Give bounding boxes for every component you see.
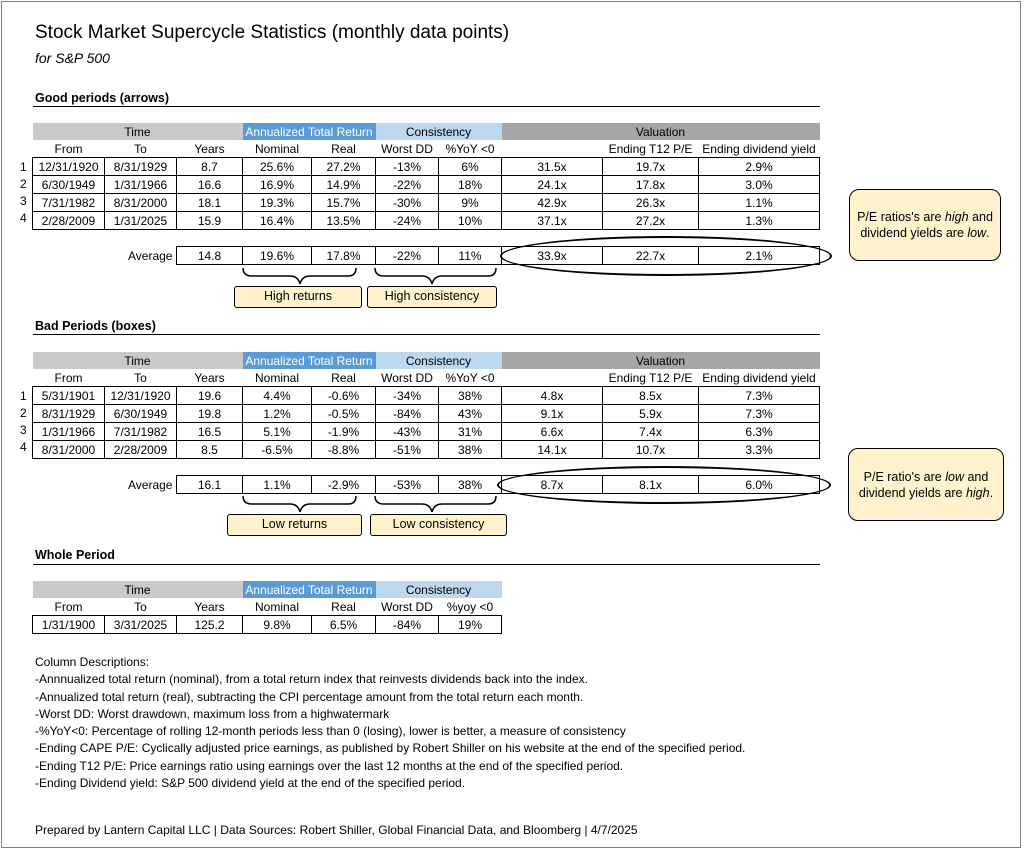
col-real: Real (312, 598, 376, 616)
row-number: 4 (20, 211, 27, 225)
table-row (33, 423, 820, 441)
avg-nominal: 19.6% (243, 247, 312, 265)
low-returns-label: Low returns (227, 514, 362, 536)
cell: 6.5% (312, 616, 376, 634)
cell: 42.9x (502, 194, 603, 212)
cell: 125.2 (177, 616, 243, 634)
valuation-oval (497, 466, 831, 504)
col-real: Real (312, 140, 376, 158)
cell: 4.8x (502, 387, 603, 405)
table-row (33, 387, 820, 405)
col-worst-dd: Worst DD (376, 598, 439, 616)
bad-periods-heading: Bad Periods (boxes) (35, 319, 156, 333)
callout-text: and dividend yields are (858, 469, 989, 500)
avg-worst-dd: -22% (376, 247, 439, 265)
table-row (33, 158, 820, 176)
group-consistency: Consistency (376, 352, 502, 369)
col-nominal: Nominal (243, 369, 312, 387)
column-header-row (33, 140, 820, 158)
page-title: Stock Market Supercycle Statistics (monthly data points) (35, 22, 510, 43)
group-time: Time (33, 123, 243, 140)
cell: 26.3x (603, 194, 699, 212)
high-consistency-label: High consistency (367, 286, 497, 308)
cell: 1/31/2025 (105, 212, 177, 230)
cell: 6.6x (502, 423, 603, 441)
cell: 31% (439, 423, 502, 441)
good-callout (849, 189, 1001, 261)
col-worst-dd: Worst DD (376, 140, 439, 158)
cell: 12/31/1920 (105, 387, 177, 405)
row-number: 1 (20, 389, 27, 403)
cell: 8/31/1929 (33, 405, 105, 423)
bad-periods-table (32, 352, 820, 459)
bad-row-numbers (20, 387, 27, 455)
col-yoy: %yoy <0 (439, 598, 502, 616)
callout-text: . (986, 226, 990, 240)
cell: 7/31/1982 (105, 423, 177, 441)
row-number: 1 (20, 160, 27, 174)
cell: 1/31/1966 (105, 176, 177, 194)
cell: 25.6% (243, 158, 312, 176)
high-returns-label: High returns (234, 286, 362, 308)
cell: 10.7x (603, 441, 699, 459)
table-row (33, 441, 820, 459)
group-time: Time (33, 581, 243, 598)
cell: -24% (376, 212, 439, 230)
good-periods-rule (33, 106, 820, 107)
description-line: Column Descriptions: (35, 655, 150, 669)
cell: 16.6 (177, 176, 243, 194)
cell: -84% (376, 405, 439, 423)
cell: 19.8 (177, 405, 243, 423)
good-average-label: Average (128, 249, 173, 263)
cell: 1.3% (699, 212, 820, 230)
cell: 8.5 (177, 441, 243, 459)
cell: 7.3% (699, 387, 820, 405)
group-annualized-return: Annualized Total Return (243, 123, 376, 140)
group-header-row (33, 352, 820, 369)
cell: 1/31/1966 (33, 423, 105, 441)
cell: -43% (376, 423, 439, 441)
col-years: Years (177, 140, 243, 158)
column-descriptions (35, 654, 745, 792)
cell: 1.2% (243, 405, 312, 423)
cell: -0.5% (312, 405, 376, 423)
callout-text: . (989, 485, 994, 500)
col-worst-dd: Worst DD (376, 369, 439, 387)
cell: 5/31/1901 (33, 387, 105, 405)
description-line: -%YoY<0: Percentage of rolling 12-month periods less than 0 (losing), lower is better, a measure of consistency (35, 724, 626, 739)
cell: 14.9% (312, 176, 376, 194)
good-row-numbers (20, 158, 27, 226)
page-subtitle: for S&P 500 (35, 50, 110, 66)
cell: 19.3% (243, 194, 312, 212)
row-number: 3 (20, 194, 27, 208)
cell: 16.5 (177, 423, 243, 441)
cell: -34% (376, 387, 439, 405)
col-from: From (33, 598, 105, 616)
cell: -1.9% (312, 423, 376, 441)
description-line: -Annualized total return (real), subtracting the CPI percentage amount from the total return each month. (35, 689, 584, 704)
avg-years: 16.1 (177, 476, 243, 494)
cell: 27.2x (603, 212, 699, 230)
col-dividend: Ending dividend yield (699, 140, 820, 158)
avg-real: 17.8% (312, 247, 376, 265)
good-periods-table (32, 123, 820, 230)
cell: 15.7% (312, 194, 376, 212)
cell: 7.3% (699, 405, 820, 423)
cell: 1/31/1900 (33, 616, 105, 634)
cell: 6% (439, 158, 502, 176)
cell: 24.1x (502, 176, 603, 194)
whole-period-rule (33, 564, 820, 565)
cell: 3.3% (699, 441, 820, 459)
cell: 8/31/2000 (33, 441, 105, 459)
cell: 19.6 (177, 387, 243, 405)
valuation-oval (500, 236, 832, 276)
avg-t12: 22.7x (603, 247, 699, 265)
cell: -8.8% (312, 441, 376, 459)
table-row (33, 176, 820, 194)
group-consistency: Consistency (376, 123, 502, 140)
table-row (33, 212, 820, 230)
col-from: From (33, 140, 105, 158)
callout-emphasis: low (945, 469, 964, 484)
cell: 16.9% (243, 176, 312, 194)
row-number: 2 (20, 406, 27, 420)
col-yoy: %YoY <0 (439, 369, 502, 387)
avg-t12: 8.1x (603, 476, 699, 494)
group-header-row (33, 123, 820, 140)
avg-worst-dd: -53% (376, 476, 439, 494)
description-line: -Ending Dividend yield: S&P 500 dividend yield at the end of the specified period. (35, 776, 466, 791)
col-nominal: Nominal (243, 598, 312, 616)
bad-callout (848, 448, 1004, 521)
cell: 7/31/1982 (33, 194, 105, 212)
cell: 27.2% (312, 158, 376, 176)
row-number: 4 (20, 440, 27, 454)
callout-emphasis: high (944, 210, 969, 224)
cell: -30% (376, 194, 439, 212)
col-years: Years (177, 369, 243, 387)
group-annualized-return: Annualized Total Return (243, 581, 376, 598)
cell: 10% (439, 212, 502, 230)
table-row (33, 616, 502, 634)
group-consistency: Consistency (376, 581, 502, 598)
cell: 2.9% (699, 158, 820, 176)
avg-dividend: 2.1% (699, 247, 820, 265)
cell: -6.5% (243, 441, 312, 459)
cell: 31.5x (502, 158, 603, 176)
cell: 18% (439, 176, 502, 194)
col-cape: Ending CAPE P/E (502, 369, 603, 387)
avg-real: -2.9% (312, 476, 376, 494)
callout-text: P/E ratios's are (857, 210, 945, 224)
cell: 43% (439, 405, 502, 423)
cell: -51% (376, 441, 439, 459)
cell: -84% (376, 616, 439, 634)
bad-average-label: Average (128, 478, 173, 492)
cell: 18.1 (177, 194, 243, 212)
cell: 9% (439, 194, 502, 212)
cell: 13.5% (312, 212, 376, 230)
avg-years: 14.8 (177, 247, 243, 265)
col-dividend: Ending dividend yield (699, 369, 820, 387)
avg-cape: 8.7x (502, 476, 603, 494)
cell: 2/28/2009 (33, 212, 105, 230)
col-t12: Ending T12 P/E (603, 369, 699, 387)
col-to: To (105, 140, 177, 158)
col-years: Years (177, 598, 243, 616)
cell: 6.3% (699, 423, 820, 441)
avg-cape: 33.9x (502, 247, 603, 265)
cell: 9.8% (243, 616, 312, 634)
whole-period-table (32, 581, 502, 634)
avg-nominal: 1.1% (243, 476, 312, 494)
row-number: 2 (20, 177, 27, 191)
cell: 19.7x (603, 158, 699, 176)
col-t12: Ending T12 P/E (603, 140, 699, 158)
row-number: 3 (20, 423, 27, 437)
description-line: -Ending CAPE P/E: Cyclically adjusted price earnings, as published by Robert Shiller on his website at the end of the specified period. (35, 741, 746, 756)
cell: 8.7 (177, 158, 243, 176)
cell: 5.1% (243, 423, 312, 441)
cell: 14.1x (502, 441, 603, 459)
cell: 17.8x (603, 176, 699, 194)
cell: 6/30/1949 (33, 176, 105, 194)
cell: 8.5x (603, 387, 699, 405)
column-header-row (33, 369, 820, 387)
description-line: -Worst DD: Worst drawdown, maximum loss from a highwatermark (35, 706, 390, 721)
col-from: From (33, 369, 105, 387)
cell: 4.4% (243, 387, 312, 405)
cell: 3/31/2025 (105, 616, 177, 634)
callout-emphasis: high (965, 485, 990, 500)
cell: 9.1x (502, 405, 603, 423)
description-line: -Annnualized total return (nominal), from a total return index that reinvests dividends back into the index. (35, 672, 588, 687)
table-row (33, 194, 820, 212)
good-periods-heading: Good periods (arrows) (35, 91, 170, 105)
cell: 3.0% (699, 176, 820, 194)
cell: 2/28/2009 (105, 441, 177, 459)
cell: 12/31/1920 (33, 158, 105, 176)
footer-credit: Prepared by Lantern Capital LLC | Data Sources: Robert Shiller, Global Financial Data, and Bloomberg | 4/7/2025 (35, 823, 638, 837)
col-yoy: %YoY <0 (439, 140, 502, 158)
col-cape: Ending CAPE P/E (502, 140, 603, 158)
callout-text: and dividend yields are (860, 210, 993, 240)
whole-period-heading: Whole Period (35, 548, 115, 562)
col-nominal: Nominal (243, 140, 312, 158)
cell: 19% (439, 616, 502, 634)
cell: -22% (376, 176, 439, 194)
cell: -13% (376, 158, 439, 176)
cell: 8/31/1929 (105, 158, 177, 176)
group-valuation: Valuation (502, 123, 820, 140)
cell: 5.9x (603, 405, 699, 423)
table-row (33, 405, 820, 423)
bad-periods-rule (33, 334, 820, 335)
group-header-row (33, 581, 502, 598)
cell: 1.1% (699, 194, 820, 212)
callout-emphasis: low (967, 226, 987, 240)
cell: -0.6% (312, 387, 376, 405)
group-valuation: Valuation (502, 352, 820, 369)
cell: 7.4x (603, 423, 699, 441)
cell: 8/31/2000 (105, 194, 177, 212)
cell: 38% (439, 387, 502, 405)
col-to: To (105, 369, 177, 387)
group-time: Time (33, 352, 243, 369)
low-consistency-label: Low consistency (370, 514, 507, 536)
avg-yoy: 11% (439, 247, 502, 265)
avg-dividend: 6.0% (699, 476, 820, 494)
cell: 38% (439, 441, 502, 459)
avg-yoy: 38% (439, 476, 502, 494)
col-real: Real (312, 369, 376, 387)
cell: 15.9 (177, 212, 243, 230)
col-to: To (105, 598, 177, 616)
cell: 16.4% (243, 212, 312, 230)
description-line: -Ending T12 P/E: Price earnings ratio using earnings over the last 12 months at the end of the specified period. (35, 758, 624, 773)
cell: 6/30/1949 (105, 405, 177, 423)
column-header-row (33, 598, 502, 616)
callout-text: P/E ratio's are (863, 469, 946, 484)
group-annualized-return: Annualized Total Return (243, 352, 376, 369)
cell: 37.1x (502, 212, 603, 230)
